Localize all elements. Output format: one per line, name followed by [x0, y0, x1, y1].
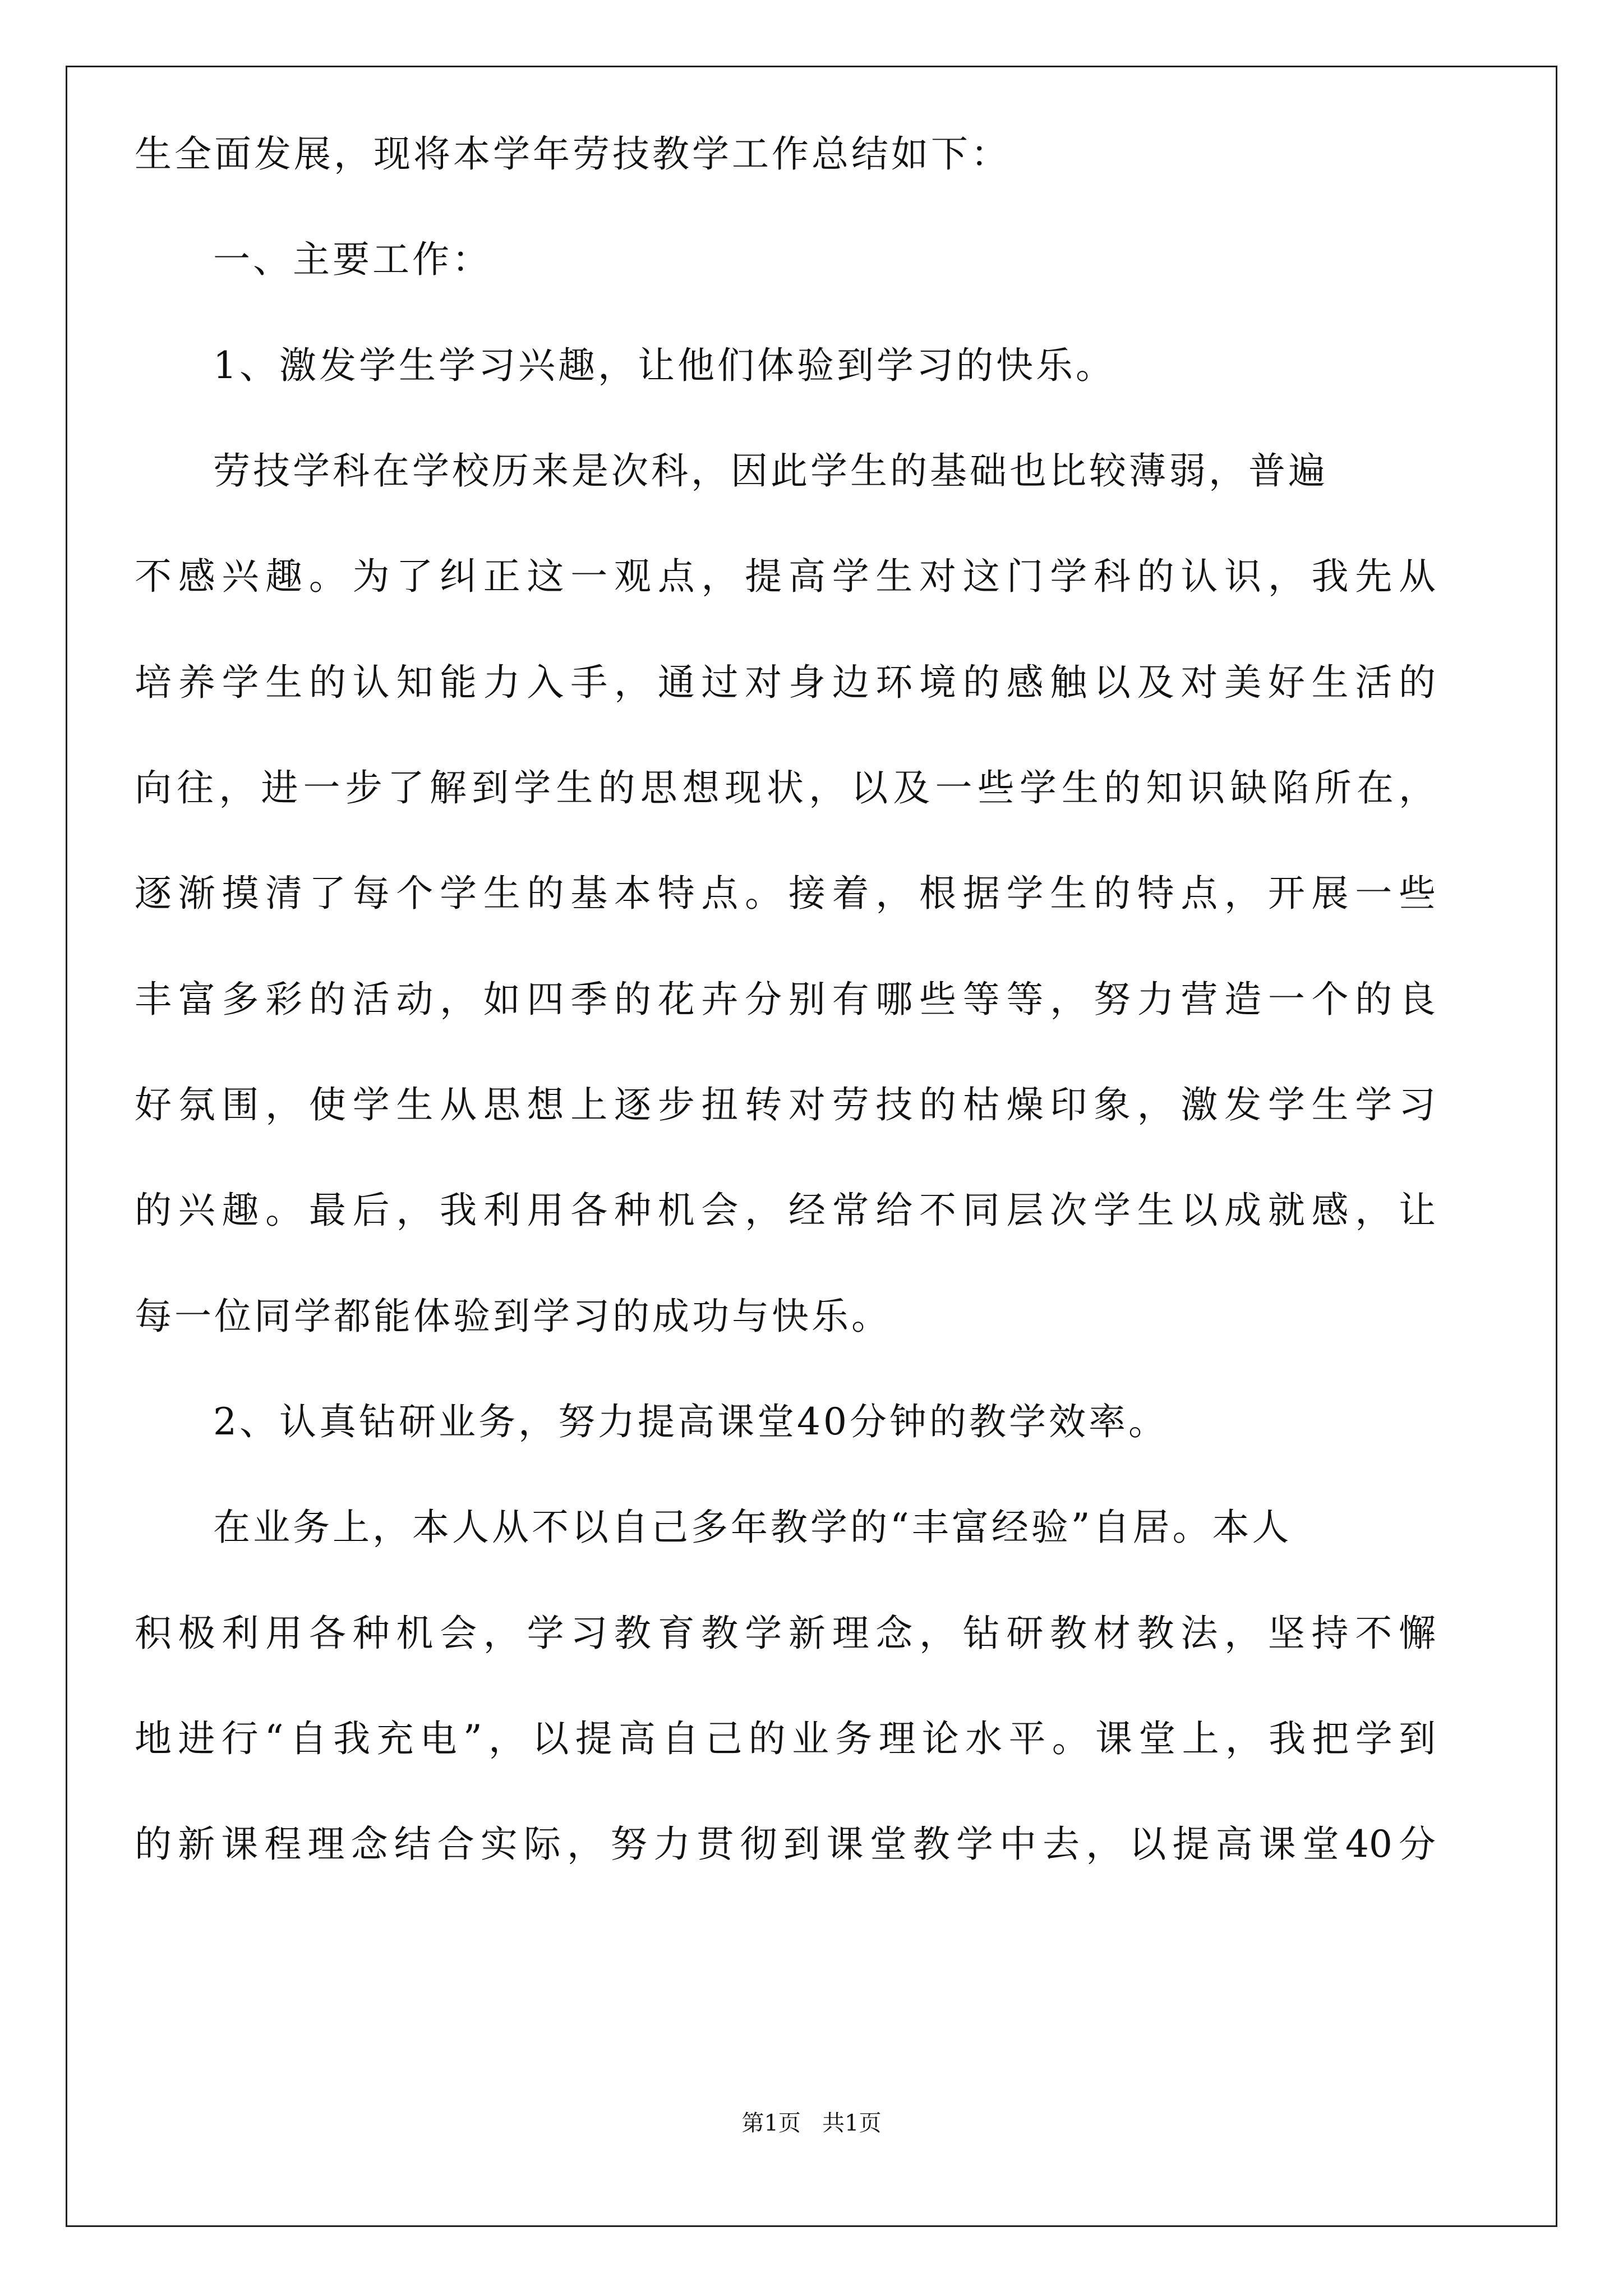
section-heading: 一、主要工作： [213, 238, 492, 281]
paragraph-line: 丰富多彩的活动，如四季的花卉分别有哪些等等，努力营造一个的良 [135, 978, 1436, 1021]
paragraph-line: 积极利用各种机会，学习教育教学新理念，钻研教材教法，坚持不懈 [135, 1612, 1436, 1655]
paragraph-line: 每一位同学都能体验到学习的成功与快乐。 [135, 1295, 891, 1338]
paragraph-line: 的新课程理念结合实际，努力贯彻到课堂教学中去，以提高课堂40分 [135, 1823, 1436, 1866]
text-line: 生全面发展，现将本学年劳技教学工作总结如下： [135, 132, 1011, 176]
subsection-heading: 1、激发学生学习兴趣，让他们体验到学习的快乐。 [213, 344, 1115, 387]
paragraph-line: 劳技学科在学校历来是次科，因此学生的基础也比较薄弱，普遍 [213, 449, 1328, 493]
paragraph-line: 在业务上，本人从不以自己多年教学的“丰富经验”自居。本人 [213, 1506, 1292, 1549]
subsection-heading: 2、认真钻研业务，努力提高课堂40分钟的教学效率。 [213, 1400, 1168, 1443]
page-footer: 第1页 共1页 [741, 2110, 882, 2136]
paragraph-line: 逐渐摸清了每个学生的基本特点。接着，根据学生的特点，开展一些 [135, 872, 1436, 915]
paragraph-line: 地进行“自我充电”，以提高自己的业务理论水平。课堂上，我把学到 [135, 1717, 1436, 1760]
paragraph-line: 不感兴趣。为了纠正这一观点，提高学生对这门学科的认识，我先从 [135, 555, 1436, 598]
paragraph-line: 好氛围，使学生从思想上逐步扭转对劳技的枯燥印象，激发学生学习 [135, 1083, 1436, 1126]
paragraph-line: 培养学生的认知能力入手，通过对身边环境的感触以及对美好生活的 [135, 661, 1436, 704]
paragraph-line: 向往，进一步了解到学生的思想现状，以及一些学生的知识缺陷所在， [135, 766, 1436, 809]
paragraph-line: 的兴趣。最后，我利用各种机会，经常给不同层次学生以成就感，让 [135, 1189, 1436, 1232]
